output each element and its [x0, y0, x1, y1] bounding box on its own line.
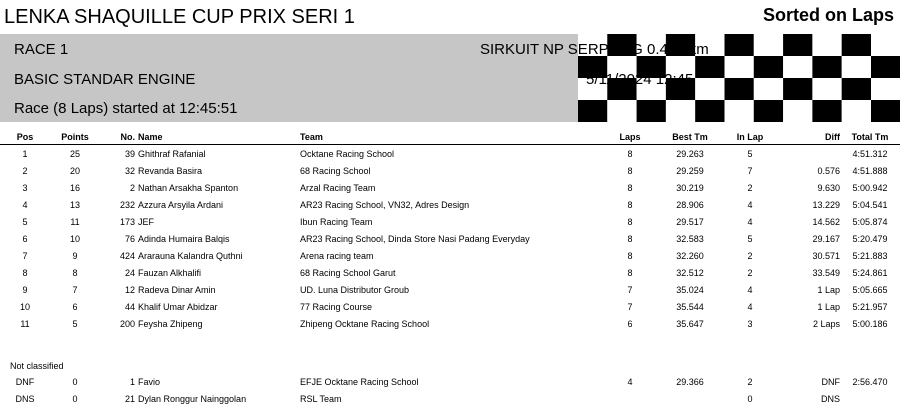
cell-no: 173 [119, 216, 135, 227]
cell-no: 21 [124, 393, 135, 404]
cell-laps: 8 [627, 165, 633, 176]
checker-square [666, 100, 695, 122]
cell-total: 5:00.186 [852, 318, 888, 329]
checker-square [754, 34, 783, 56]
cell-total: 4:51.312 [852, 148, 888, 159]
checker-square [812, 78, 841, 100]
cell-team: 68 Racing School Garut [300, 267, 396, 278]
checker-square [754, 56, 783, 78]
cell-laps [600, 390, 660, 407]
col-best: Best Tm [660, 130, 720, 145]
result-row [0, 213, 900, 230]
col-inlap: In Lap [720, 130, 780, 145]
cell-total: 5:04.541 [852, 199, 888, 210]
cell-name: Fauzan Alkhalifi [138, 267, 202, 278]
cell-laps: 8 [627, 233, 633, 244]
cell-pos: 11 [20, 318, 30, 329]
cell-name: Favio [138, 376, 161, 387]
cell-name: Feysha Zhipeng [138, 318, 203, 329]
cell-no: 44 [124, 301, 135, 312]
cell-best: 29.366 [676, 376, 704, 387]
cell-diff: 2 Laps [812, 318, 840, 329]
checker-square [725, 34, 754, 56]
cell-inlap: 4 [747, 199, 753, 210]
cell-name: Ararauna Kalandra Quthni [138, 250, 243, 261]
cell-points: 5 [72, 318, 78, 329]
cell-best: 35.647 [676, 318, 704, 329]
checker-square [842, 78, 871, 100]
cell-laps: 8 [627, 199, 633, 210]
race-header-band [0, 34, 900, 122]
col-name: Name [135, 130, 300, 145]
cell-inlap: 2 [747, 376, 753, 387]
cell-no: 232 [119, 199, 135, 210]
cell-pos: DNS [15, 393, 35, 404]
cell-inlap: 7 [747, 165, 753, 176]
cell-team: Ocktane Racing School [300, 148, 395, 159]
cell-laps: 7 [627, 284, 633, 295]
cell-inlap: 2 [747, 250, 753, 261]
cell-team: Ibun Racing Team [300, 216, 373, 227]
cell-pos: 6 [22, 233, 28, 244]
checker-square [695, 100, 724, 122]
results-header-row [0, 130, 900, 145]
cell-diff: 33.549 [812, 267, 840, 278]
cell-points: 7 [72, 284, 78, 295]
cell-pos: 4 [22, 199, 28, 210]
cell-laps: 8 [627, 267, 633, 278]
col-laps: Laps [600, 130, 660, 145]
checker-square [754, 78, 783, 100]
cell-total [840, 390, 900, 407]
cell-best: 28.906 [676, 199, 704, 210]
sort-label: Sorted on Laps [762, 5, 894, 25]
cell-total: 4:51.888 [852, 165, 888, 176]
cell-points: 9 [72, 250, 78, 261]
cell-team: RSL Team [300, 393, 342, 404]
cell-name: Khalif Umar Abidzar [138, 301, 218, 312]
checker-square [783, 56, 812, 78]
cell-best: 35.024 [676, 284, 704, 295]
result-row [0, 247, 900, 264]
cell-total: 5:05.665 [852, 284, 888, 295]
cell-pos: DNF [15, 376, 35, 387]
cell-name: Revanda Basira [138, 165, 203, 176]
cell-name: Dylan Ronggur Nainggolan [138, 393, 247, 404]
cell-points: 6 [72, 301, 78, 312]
cell-no: 76 [124, 233, 135, 244]
cell-diff: 1 Lap [817, 284, 840, 295]
event-title: LENKA SHAQUILLE CUP PRIX SERI 1 [4, 6, 355, 28]
cell-team: AR23 Racing School, Dinda Store Nasi Padang Everyday [300, 233, 530, 244]
cell-team: AR23 Racing School, VN32, Adres Design [300, 199, 470, 210]
cell-no: 1 [129, 376, 135, 387]
cell-best: 29.263 [676, 148, 704, 159]
result-row [0, 162, 900, 179]
checker-square [812, 100, 841, 122]
col-total: Total Tm [840, 130, 900, 145]
checker-square [783, 78, 812, 100]
cell-pos: 8 [22, 267, 28, 278]
cell-pos: 7 [22, 250, 28, 261]
checker-square [871, 100, 900, 122]
cell-team: Arena racing team [300, 250, 374, 261]
result-row [0, 230, 900, 247]
not-classified-label: Not classified [10, 361, 64, 371]
result-row [0, 145, 900, 163]
cell-laps: 4 [627, 376, 633, 387]
cell-points: 11 [70, 216, 80, 227]
cell-name: Radeva Dinar Amin [138, 284, 216, 295]
checker-square [871, 34, 900, 56]
cell-pos: 1 [22, 148, 28, 159]
cell-no: 424 [119, 250, 135, 261]
cell-points: 8 [72, 267, 78, 278]
result-row [0, 281, 900, 298]
cell-diff: DNF [821, 376, 840, 387]
cell-team: Arzal Racing Team [300, 182, 376, 193]
cell-team: 77 Racing Course [300, 301, 373, 312]
col-pos: Pos [0, 130, 50, 145]
cell-diff: 0.576 [817, 165, 840, 176]
cell-inlap: 4 [747, 216, 753, 227]
checker-square [842, 34, 871, 56]
cell-diff: DNS [820, 393, 840, 404]
checker-square [725, 78, 754, 100]
checker-square [695, 56, 724, 78]
checker-square [607, 100, 636, 122]
cell-best [660, 390, 720, 407]
checker-square [812, 34, 841, 56]
cell-pos: 9 [22, 284, 28, 295]
cell-best: 30.219 [676, 182, 704, 193]
cell-inlap: 5 [747, 148, 753, 159]
not-classified-row [0, 390, 900, 407]
not-classified-table [0, 373, 900, 407]
cell-laps: 8 [627, 182, 633, 193]
cell-name: Azzura Arsyila Ardani [138, 199, 224, 210]
cell-diff: 30.571 [812, 250, 840, 261]
cell-no: 200 [119, 318, 135, 329]
result-row [0, 196, 900, 213]
checker-square [637, 100, 666, 122]
col-points: Points [50, 130, 100, 145]
result-row [0, 298, 900, 315]
race-class: BASIC STANDAR ENGINE [14, 71, 196, 88]
cell-name: Ghithraf Rafanial [138, 148, 206, 159]
checker-square [783, 34, 812, 56]
checker-square [871, 78, 900, 100]
cell-laps: 8 [627, 250, 633, 261]
cell-best: 32.583 [676, 233, 704, 244]
checker-square [842, 100, 871, 122]
checker-square [754, 100, 783, 122]
result-row [0, 315, 900, 332]
cell-best: 32.512 [676, 267, 704, 278]
cell-points: 13 [69, 199, 80, 210]
col-diff: Diff [780, 130, 840, 145]
checker-square [725, 100, 754, 122]
cell-pos: 10 [19, 301, 30, 312]
cell-team: Zhipeng Ocktane Racing School [300, 318, 430, 329]
cell-no: 32 [124, 165, 135, 176]
cell-diff: 1 Lap [817, 301, 840, 312]
checker-square [695, 78, 724, 100]
cell-total: 2:56.470 [852, 376, 888, 387]
cell-diff: 14.562 [812, 216, 840, 227]
checker-square [812, 56, 841, 78]
col-no: No. [100, 130, 135, 145]
cell-team: EFJE Ocktane Racing School [300, 376, 419, 387]
results-table [0, 130, 900, 332]
cell-inlap: 4 [747, 284, 753, 295]
cell-inlap: 2 [747, 182, 753, 193]
cell-inlap: 3 [747, 318, 753, 329]
cell-diff: 9.630 [817, 182, 840, 193]
result-row [0, 179, 900, 196]
cell-name: Nathan Arsakha Spanton [138, 182, 239, 193]
cell-team: 68 Racing School [300, 165, 371, 176]
cell-name: JEF [138, 216, 155, 227]
race-datetime: 5/11/2024 12:45 [586, 71, 694, 88]
cell-inlap: 0 [747, 393, 753, 404]
cell-pos: 3 [22, 182, 28, 193]
cell-points: 20 [69, 165, 80, 176]
cell-points: 0 [72, 393, 78, 404]
cell-no: 12 [124, 284, 135, 295]
cell-total: 5:20.479 [852, 233, 888, 244]
cell-inlap: 2 [747, 267, 753, 278]
cell-points: 0 [72, 376, 78, 387]
not-classified-row [0, 373, 900, 390]
cell-total: 5:05.874 [852, 216, 888, 227]
cell-total: 5:21.883 [852, 250, 888, 261]
cell-no: 24 [124, 267, 135, 278]
cell-pos: 2 [22, 165, 28, 176]
cell-total: 5:21.957 [852, 301, 888, 312]
cell-total: 5:00.942 [852, 182, 888, 193]
result-row [0, 264, 900, 281]
cell-best: 29.259 [676, 165, 704, 176]
checker-square [842, 56, 871, 78]
title-bar [0, 0, 900, 34]
cell-pos: 5 [22, 216, 28, 227]
cell-points: 10 [69, 233, 80, 244]
cell-points: 16 [69, 182, 80, 193]
circuit-name: SIRKUIT NP SERPONG 0.400 km [480, 41, 709, 58]
cell-diff: 29.167 [812, 233, 840, 244]
checker-square [578, 100, 607, 122]
cell-laps: 6 [627, 318, 633, 329]
cell-best: 29.517 [676, 216, 704, 227]
cell-laps: 8 [627, 148, 633, 159]
col-team: Team [300, 130, 600, 145]
cell-inlap: 4 [747, 301, 753, 312]
cell-no: 2 [129, 182, 135, 193]
cell-best: 32.260 [676, 250, 704, 261]
cell-team: UD. Luna Distributor Groub [300, 284, 410, 295]
cell-no: 39 [124, 148, 135, 159]
race-start-info: Race (8 Laps) started at 12:45:51 [14, 100, 238, 117]
cell-laps: 7 [627, 301, 633, 312]
checker-square [783, 100, 812, 122]
cell-laps: 8 [627, 216, 633, 227]
cell-inlap: 5 [747, 233, 753, 244]
race-name: RACE 1 [14, 41, 69, 58]
cell-total: 5:24.861 [852, 267, 888, 278]
cell-best: 35.544 [676, 301, 704, 312]
cell-diff [780, 145, 840, 163]
cell-name: Adinda Humaira Balqis [138, 233, 230, 244]
cell-points: 25 [69, 148, 80, 159]
cell-diff: 13.229 [812, 199, 840, 210]
checker-square [725, 56, 754, 78]
checker-square [871, 56, 900, 78]
